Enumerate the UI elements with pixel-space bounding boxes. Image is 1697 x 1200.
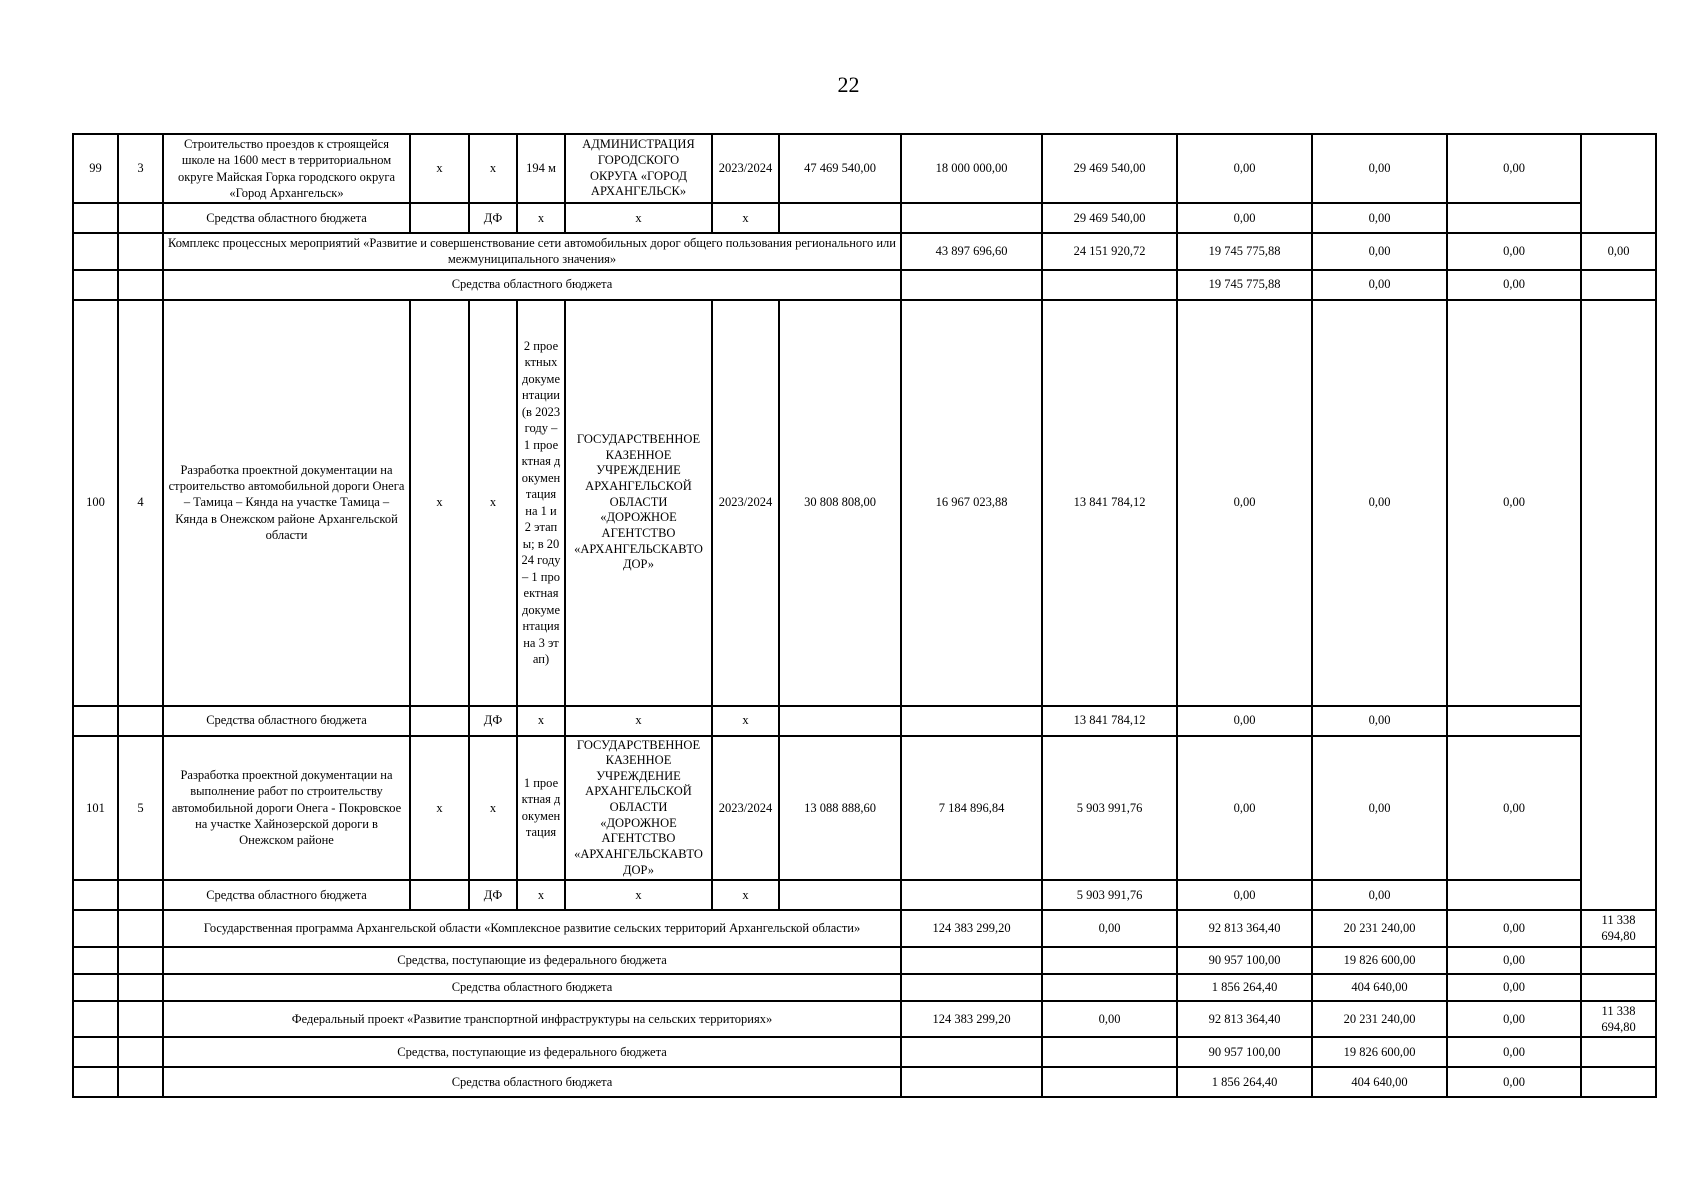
sub-number-cell (118, 910, 163, 947)
value-2026-cell (1312, 134, 1447, 203)
code-cell-2-text: x (489, 495, 497, 510)
value-2026-cell-text: 0,00 (1368, 495, 1391, 510)
organization-cell (565, 134, 712, 203)
organization-cell-text: x (635, 713, 642, 728)
value-2026-cell-text: 0,00 (1503, 1045, 1525, 1059)
value-2026-cell-text: 0,00 (1503, 244, 1525, 259)
code-cell-1-text: x (436, 495, 443, 510)
name-cell (163, 880, 410, 910)
value-2023-cell-text: 7 184 896,84 (938, 800, 1005, 815)
value-2025-cell-text: 0,00 (1233, 161, 1256, 176)
value-2024-cell (1042, 300, 1177, 706)
sub-number-cell (118, 1037, 163, 1067)
value-2026-cell (1312, 736, 1447, 881)
code-cell-2-text: ДФ (483, 888, 503, 902)
code-cell-1 (410, 880, 469, 910)
value-2026-cell (1312, 706, 1447, 736)
value-2026-cell-text: 0,00 (1503, 277, 1525, 292)
table-row (73, 203, 1656, 233)
section-title-cell (163, 1001, 901, 1038)
value-2026-cell (1447, 947, 1581, 974)
value-2026-cell (1447, 1037, 1581, 1067)
section-title-cell-text: Средства областного бюджета (451, 277, 613, 292)
years-cell (712, 736, 779, 881)
value-2026-cell-text: 0,00 (1503, 980, 1525, 994)
value-2025-cell-text: 19 826 600,00 (1343, 953, 1416, 967)
code-cell-1 (410, 706, 469, 736)
value-2025-cell (1312, 1067, 1447, 1097)
value-2025-cell (1312, 910, 1447, 947)
value-2024-cell (1042, 203, 1177, 233)
value-2024-cell-text: 1 856 264,40 (1211, 980, 1278, 994)
years-cell (712, 880, 779, 910)
value-2026-cell (1447, 1067, 1581, 1097)
years-cell-text: 2023/2024 (718, 495, 773, 510)
section-title-cell-text: Средства областного бюджета (451, 980, 613, 994)
value-2027-cell (1581, 910, 1656, 947)
years-cell-text: 2023/2024 (718, 161, 773, 176)
value-2026-cell-text: 0,00 (1368, 210, 1391, 225)
value-2026-cell-text: 0,00 (1503, 921, 1525, 936)
total-cell (901, 974, 1042, 1001)
value-2026-cell (1447, 974, 1581, 1001)
value-2026-cell (1312, 203, 1447, 233)
total-cell (779, 880, 901, 910)
result-cell-text: x (537, 713, 545, 728)
value-2024-cell-text: 19 745 775,88 (1208, 277, 1281, 292)
value-2024-cell (1177, 1037, 1312, 1067)
value-2026-cell-text: 0,00 (1368, 161, 1391, 176)
value-2025-cell (1177, 300, 1312, 706)
years-cell (712, 706, 779, 736)
section-title-cell (163, 947, 901, 974)
value-2025-cell-text: 404 640,00 (1351, 980, 1408, 994)
name-cell-text: Средства областного бюджета (206, 210, 367, 225)
sub-number-cell (118, 233, 163, 270)
organization-cell (565, 736, 712, 881)
value-2024-cell-text: 90 957 100,00 (1208, 1045, 1281, 1059)
table-row (73, 1001, 1656, 1038)
name-cell (163, 300, 410, 706)
value-2026-cell-text: 0,00 (1503, 1011, 1525, 1026)
sub-number-cell-text: 3 (137, 161, 144, 176)
total-cell-text: 30 808 808,00 (804, 495, 876, 510)
value-2027-cell (1447, 706, 1581, 736)
code-cell-1 (410, 203, 469, 233)
sub-number-cell (118, 1001, 163, 1038)
value-2027-cell (1581, 1067, 1656, 1097)
value-2027-cell (1581, 947, 1656, 974)
value-2023-cell-text: 24 151 920,72 (1073, 244, 1146, 259)
sub-number-cell (118, 880, 163, 910)
table-row (73, 706, 1656, 736)
value-2027-cell (1447, 203, 1581, 233)
value-2024-cell-text: 19 745 775,88 (1208, 244, 1281, 259)
section-title-cell (163, 233, 901, 270)
sub-number-cell (118, 300, 163, 706)
value-2025-cell (1177, 706, 1312, 736)
table-row (73, 270, 1656, 300)
result-cell-text: 2 проектных документации (в 2023 году – 1 проектная документация на 1 и 2 этапы; в 2024 году – 1 проектная документация на 3 этап) (521, 338, 561, 666)
value-2023-cell (1042, 1037, 1177, 1067)
years-cell (712, 203, 779, 233)
value-2027-cell-text: 0,00 (1503, 161, 1525, 176)
code-cell-2 (469, 880, 517, 910)
value-2023-cell-text: 18 000 000,00 (935, 161, 1008, 176)
total-cell (901, 270, 1042, 300)
section-title-cell (163, 1067, 901, 1097)
result-cell (517, 203, 565, 233)
value-2023-cell-text: 0,00 (1098, 921, 1121, 936)
value-2024-cell-text: 29 469 540,00 (1073, 161, 1146, 176)
value-2027-cell (1447, 300, 1581, 706)
years-cell-text: x (742, 210, 749, 225)
value-2025-cell-text: 0,00 (1368, 244, 1391, 259)
section-title-cell (163, 974, 901, 1001)
page-number: 22 (837, 72, 860, 97)
value-2024-cell (1177, 1001, 1312, 1038)
sub-number-cell-text: 4 (137, 495, 144, 510)
table-row (73, 300, 1656, 706)
total-cell-text: 124 383 299,20 (932, 921, 1011, 936)
value-2023-cell (901, 300, 1042, 706)
total-cell (779, 300, 901, 706)
value-2025-cell-text: 20 231 240,00 (1343, 1011, 1416, 1026)
value-2027-cell (1447, 736, 1581, 881)
code-cell-1 (410, 134, 469, 203)
total-cell (901, 1001, 1042, 1038)
value-2026-cell-text: 0,00 (1368, 713, 1391, 728)
sub-number-cell (118, 974, 163, 1001)
total-cell (779, 736, 901, 881)
value-2023-cell (901, 736, 1042, 881)
number-cell (73, 1001, 118, 1038)
value-2025-cell (1177, 880, 1312, 910)
sub-number-cell (118, 134, 163, 203)
organization-cell-text: x (635, 210, 642, 225)
years-cell (712, 134, 779, 203)
value-2024-cell (1042, 706, 1177, 736)
value-2027-cell (1447, 880, 1581, 910)
value-2024-cell-text: 92 813 364,40 (1208, 921, 1281, 936)
value-2023-cell (1042, 1001, 1177, 1038)
name-cell (163, 134, 410, 203)
value-2025-cell-text: 19 826 600,00 (1343, 1045, 1416, 1059)
number-cell (73, 1067, 118, 1097)
value-2025-cell-text: 404 640,00 (1351, 1075, 1408, 1089)
value-2024-cell-text: 5 903 991,76 (1076, 888, 1143, 902)
total-cell (901, 910, 1042, 947)
number-cell (73, 974, 118, 1001)
total-cell-text: 13 088 888,60 (804, 800, 876, 815)
code-cell-2-text: ДФ (483, 713, 503, 728)
value-2024-cell (1042, 736, 1177, 881)
sub-number-cell (118, 736, 163, 881)
value-2023-cell-text: 0,00 (1098, 1011, 1121, 1026)
table-row (73, 974, 1656, 1001)
value-2023-cell (1042, 974, 1177, 1001)
value-2024-cell-text: 92 813 364,40 (1208, 1011, 1281, 1026)
value-2024-cell-text: 29 469 540,00 (1073, 210, 1146, 225)
name-cell-text: Средства областного бюджета (206, 713, 367, 728)
value-2025-cell (1312, 947, 1447, 974)
number-cell (73, 270, 118, 300)
code-cell-1-text: x (436, 800, 443, 815)
value-2025-cell (1312, 233, 1447, 270)
number-cell-text: 101 (86, 800, 105, 815)
organization-cell (565, 203, 712, 233)
code-cell-1 (410, 736, 469, 881)
organization-cell-text: x (635, 888, 642, 902)
budget-table (72, 133, 1657, 1098)
sub-number-cell (118, 203, 163, 233)
value-2025-cell (1177, 134, 1312, 203)
code-cell-2-text: ДФ (483, 210, 503, 225)
name-cell-text: Разработка проектной документации на строительство автомобильной дороги Онега – Тамица – Кянда на участке Тамица – Кянда в Онежском районе Архангельской области (168, 462, 405, 542)
organization-cell (565, 300, 712, 706)
total-cell (901, 1067, 1042, 1097)
section-title-cell-text: Государственная программа Архангельской области «Комплексное развитие сельских территорий Архангельской области» (203, 921, 861, 936)
value-2027-cell (1581, 270, 1656, 300)
value-2027-cell (1447, 134, 1581, 203)
value-2024-cell-text: 90 957 100,00 (1208, 953, 1281, 967)
section-title-cell (163, 1037, 901, 1067)
value-2024-cell (1042, 880, 1177, 910)
total-cell-text: 43 897 696,60 (935, 244, 1008, 259)
total-cell (901, 947, 1042, 974)
result-cell (517, 880, 565, 910)
value-2023-cell (901, 706, 1042, 736)
code-cell-1 (410, 300, 469, 706)
years-cell-text: x (742, 713, 749, 728)
years-cell-text: 2023/2024 (718, 800, 773, 815)
result-cell (517, 134, 565, 203)
sub-number-cell (118, 706, 163, 736)
value-2027-cell-text: 0,00 (1607, 244, 1630, 259)
number-cell (73, 1037, 118, 1067)
table-row (73, 1067, 1656, 1097)
number-cell (73, 947, 118, 974)
code-cell-2 (469, 736, 517, 881)
section-title-cell (163, 910, 901, 947)
value-2024-cell (1177, 910, 1312, 947)
section-title-cell (163, 270, 901, 300)
value-2026-cell (1447, 270, 1581, 300)
value-2025-cell-text: 20 231 240,00 (1343, 921, 1416, 936)
section-title-cell-text: Федеральный проект «Развитие транспортной инфраструктуры на сельских территориях» (291, 1011, 773, 1026)
code-cell-2-text: x (489, 800, 497, 815)
value-2027-cell-text: 11 338 694,80 (1601, 913, 1636, 944)
number-cell (73, 134, 118, 203)
value-2027-cell (1581, 233, 1656, 270)
value-2026-cell (1447, 233, 1581, 270)
value-2025-cell (1312, 1037, 1447, 1067)
name-cell-text: Разработка проектной документации на выполнение работ по строительству автомобильной дороги Онега - Покровское на участке Хайнозерской дороги в Онежском районе (171, 768, 402, 848)
value-2024-cell (1177, 270, 1312, 300)
value-2026-cell (1312, 300, 1447, 706)
section-title-cell-text: Средства, поступающие из федерального бюджета (397, 1045, 667, 1059)
value-2025-cell (1312, 270, 1447, 300)
name-cell-text: Строительство проездов к строящейся школе на 1600 мест в территориальном округе Майская Горка городского округа «Город Архангельск» (177, 137, 395, 200)
value-2026-cell-text: 0,00 (1503, 953, 1525, 967)
years-cell (712, 300, 779, 706)
section-title-cell-text: Комплекс процессных мероприятий «Развитие и совершенствование сети автомобильных дорог общего пользования регионального или межмуниципального значения» (168, 236, 896, 267)
organization-cell (565, 706, 712, 736)
years-cell-text: x (742, 888, 749, 902)
code-cell-1-text: x (436, 161, 443, 176)
value-2025-cell-text: 0,00 (1233, 800, 1256, 815)
result-cell-text: x (537, 210, 545, 225)
value-2023-cell-text: 16 967 023,88 (935, 495, 1008, 510)
code-cell-2 (469, 300, 517, 706)
table-row (73, 880, 1656, 910)
value-2024-cell-text: 13 841 784,12 (1073, 713, 1146, 728)
value-2026-cell-text: 0,00 (1503, 1075, 1525, 1089)
number-cell (73, 880, 118, 910)
value-2024-cell-text: 1 856 264,40 (1211, 1075, 1278, 1089)
value-2024-cell (1177, 947, 1312, 974)
section-title-cell-text: Средства областного бюджета (451, 1075, 613, 1089)
number-cell (73, 233, 118, 270)
value-2025-cell-text: 0,00 (1233, 713, 1256, 728)
value-2027-cell-text: 0,00 (1503, 800, 1525, 815)
name-cell (163, 203, 410, 233)
organization-cell-text: АДМИНИСТРАЦИЯ ГОРОДСКОГО ОКРУГА «ГОРОД АРХАНГЕЛЬСК» (582, 137, 695, 199)
table-row (73, 736, 1656, 881)
value-2023-cell (901, 203, 1042, 233)
value-2024-cell (1177, 974, 1312, 1001)
number-cell (73, 203, 118, 233)
table-row (73, 910, 1656, 947)
number-cell-text: 100 (86, 495, 105, 510)
result-cell (517, 736, 565, 881)
result-cell-text: x (537, 888, 545, 902)
organization-cell (565, 880, 712, 910)
sub-number-cell (118, 1067, 163, 1097)
organization-cell-text: ГОСУДАРСТВЕННОЕ КАЗЕННОЕ УЧРЕЖДЕНИЕ АРХАНГЕЛЬСКОЙ ОБЛАСТИ «ДОРОЖНОЕ АГЕНТСТВО «АРХАНГЕЛЬСКАВТО ДОР» (574, 737, 703, 877)
value-2023-cell (1042, 233, 1177, 270)
number-cell-text: 99 (89, 161, 102, 176)
total-cell (901, 233, 1042, 270)
total-cell (779, 134, 901, 203)
total-cell (901, 1037, 1042, 1067)
value-2024-cell-text: 5 903 991,76 (1076, 800, 1143, 815)
result-cell (517, 300, 565, 706)
value-2023-cell (1042, 270, 1177, 300)
result-cell-text: 194 м (526, 161, 556, 176)
code-cell-2-text: x (489, 161, 497, 176)
table-row (73, 134, 1656, 203)
total-cell (779, 203, 901, 233)
value-2027-cell (1581, 1001, 1656, 1038)
value-2023-cell (1042, 947, 1177, 974)
value-2023-cell (901, 134, 1042, 203)
value-2025-cell-text: 0,00 (1233, 210, 1256, 225)
value-2027-cell (1581, 974, 1656, 1001)
value-2027-cell-text: 0,00 (1503, 495, 1525, 510)
value-2025-cell (1312, 1001, 1447, 1038)
value-2025-cell (1177, 736, 1312, 881)
sub-number-cell (118, 270, 163, 300)
section-title-cell-text: Средства, поступающие из федерального бюджета (397, 953, 667, 967)
organization-cell-text: ГОСУДАРСТВЕННОЕ КАЗЕННОЕ УЧРЕЖДЕНИЕ АРХАНГЕЛЬСКОЙ ОБЛАСТИ «ДОРОЖНОЕ АГЕНТСТВО «АРХАНГЕЛЬСКАВТО ДОР» (574, 432, 703, 572)
number-cell (73, 300, 118, 706)
value-2025-cell (1177, 203, 1312, 233)
value-2027-cell (1581, 1037, 1656, 1067)
value-2024-cell (1177, 1067, 1312, 1097)
value-2023-cell (1042, 910, 1177, 947)
value-2024-cell (1177, 233, 1312, 270)
value-2026-cell (1447, 1001, 1581, 1038)
name-cell (163, 736, 410, 881)
value-2025-cell-text: 0,00 (1233, 888, 1256, 902)
table-row (73, 947, 1656, 974)
result-cell (517, 706, 565, 736)
code-cell-2 (469, 706, 517, 736)
number-cell (73, 736, 118, 881)
sub-number-cell-text: 5 (137, 800, 144, 815)
value-2026-cell-text: 0,00 (1368, 888, 1391, 902)
total-cell-text: 124 383 299,20 (932, 1011, 1011, 1026)
sub-number-cell (118, 947, 163, 974)
value-2024-cell (1042, 134, 1177, 203)
value-2025-cell (1312, 974, 1447, 1001)
total-cell (779, 706, 901, 736)
value-2025-cell-text: 0,00 (1368, 277, 1391, 292)
table-row (73, 1037, 1656, 1067)
value-2026-cell-text: 0,00 (1368, 800, 1391, 815)
code-cell-2 (469, 203, 517, 233)
code-cell-2 (469, 134, 517, 203)
name-cell-text: Средства областного бюджета (206, 888, 367, 902)
value-2026-cell (1447, 910, 1581, 947)
value-2027-cell-text: 11 338 694,80 (1601, 1003, 1636, 1034)
name-cell (163, 706, 410, 736)
number-cell (73, 706, 118, 736)
table-row (73, 233, 1656, 270)
value-2026-cell (1312, 880, 1447, 910)
value-2023-cell (901, 880, 1042, 910)
result-cell-text: 1 проектная документация (521, 775, 561, 840)
value-2024-cell-text: 13 841 784,12 (1073, 495, 1146, 510)
value-2025-cell-text: 0,00 (1233, 495, 1256, 510)
number-cell (73, 910, 118, 947)
total-cell-text: 47 469 540,00 (804, 161, 876, 176)
value-2023-cell (1042, 1067, 1177, 1097)
